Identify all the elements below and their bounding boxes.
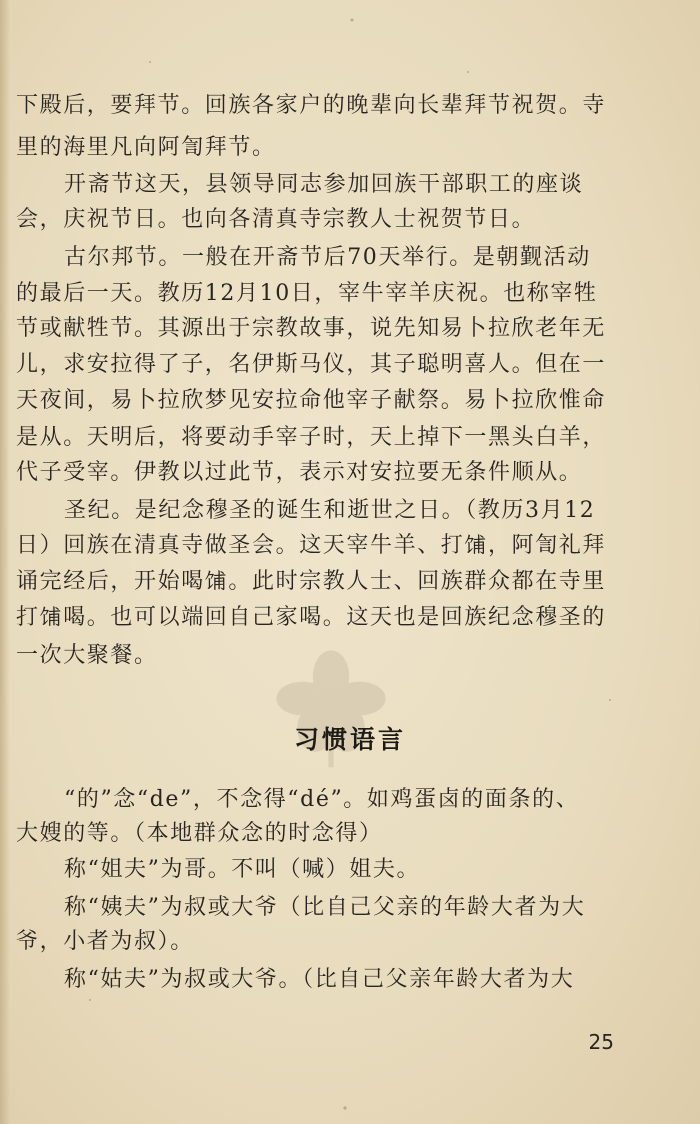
text-line-14 — [0, 562, 700, 602]
text-line-15 — [0, 598, 700, 638]
text-line-8 — [0, 345, 700, 385]
text-line-4 — [0, 200, 700, 240]
text-line-11-content: 代子受宰。伊教以过此节，表示对安拉要无条件顺从。 — [16, 460, 583, 485]
text-line-7 — [0, 309, 700, 349]
text-line-19-content: 称“姐夫”为哥。不叫（喊）姐夫。 — [64, 857, 421, 882]
text-line-5 — [0, 238, 700, 278]
text-line-4-content: 会，庆祝节日。也向各清真寺宗教人士祝贺节日。 — [16, 207, 536, 232]
text-line-6 — [0, 274, 700, 314]
text-line-16 — [0, 636, 700, 676]
page-number: 25 — [588, 1030, 614, 1054]
text-line-17-content: “的”念“de”，不念得“dé”。如鸡蛋卤的面条的、 — [64, 787, 580, 812]
text-line-2 — [0, 128, 700, 168]
text-line-3 — [0, 165, 700, 205]
text-line-8-content: 儿，求安拉得了子，名伊斯马仪，其子聪明喜人。但在一 — [16, 352, 607, 377]
text-line-22 — [0, 960, 700, 1000]
text-line-21-content: 爷，小者为叔）。 — [16, 929, 194, 954]
text-line-1-content: 下殿后，要拜节。回族各家户的晚辈向长辈拜节祝贺。寺 — [16, 93, 607, 118]
text-line-20-content: 称“姨夫”为叔或大爷（比自己父亲的年龄大者为大 — [64, 895, 586, 920]
text-line-22-content: 称“姑夫”为叔或大爷。（比自己父亲年龄大者为大 — [64, 967, 575, 992]
text-line-6-content: 的最后一天。教历12月10日，宰牛宰羊庆祝。也称宰牲 — [16, 281, 598, 306]
text-line-9 — [0, 381, 700, 421]
text-line-9-content: 天夜间，易卜拉欣梦见安拉命他宰子献祭。易卜拉欣惟命 — [16, 388, 607, 413]
text-line-5-content: 古尔邦节。一般在开斋节后70天举行。是朝觐活动 — [64, 245, 591, 270]
text-line-13-content: 日）回族在清真寺做圣会。这天宰牛羊、打𫗦，阿訇礼拜 — [16, 533, 607, 558]
text-line-10 — [0, 418, 700, 458]
text-line-16-content: 一次大聚餐。 — [16, 643, 158, 668]
section-heading: 习惯语言 — [293, 725, 406, 754]
text-line-18-content: 大嫂的等。（本地群众念的时念得） — [16, 821, 383, 846]
text-line-7-content: 节或献牲节。其源出于宗教故事，说先知易卜拉欣老年无 — [16, 316, 607, 341]
text-line-14-content: 诵完经后，开始喝𫗦。此时宗教人士、回族群众都在寺里 — [16, 569, 607, 594]
text-line-11 — [0, 453, 700, 493]
text-line-3-content: 开斋节这天，县领导同志参加回族干部职工的座谈 — [64, 172, 584, 197]
text-line-15-content: 打𫗦喝。也可以端回自己家喝。这天也是回族纪念穆圣的 — [16, 605, 607, 630]
text-line-13 — [0, 526, 700, 566]
text-line-12-content: 圣纪。是纪念穆圣的诞生和逝世之日。（教历3月12 — [64, 498, 596, 523]
text-line-21 — [0, 922, 700, 962]
text-line-10-content: 是从。天明后，将要动手宰子时，天上掉下一黑头白羊， — [16, 425, 607, 450]
text-line-12 — [0, 491, 700, 531]
text-line-1 — [0, 86, 700, 126]
text-line-18 — [0, 814, 700, 854]
text-line-19 — [0, 850, 700, 890]
text-line-2-content: 里的海里凡向阿訇拜节。 — [16, 135, 276, 160]
